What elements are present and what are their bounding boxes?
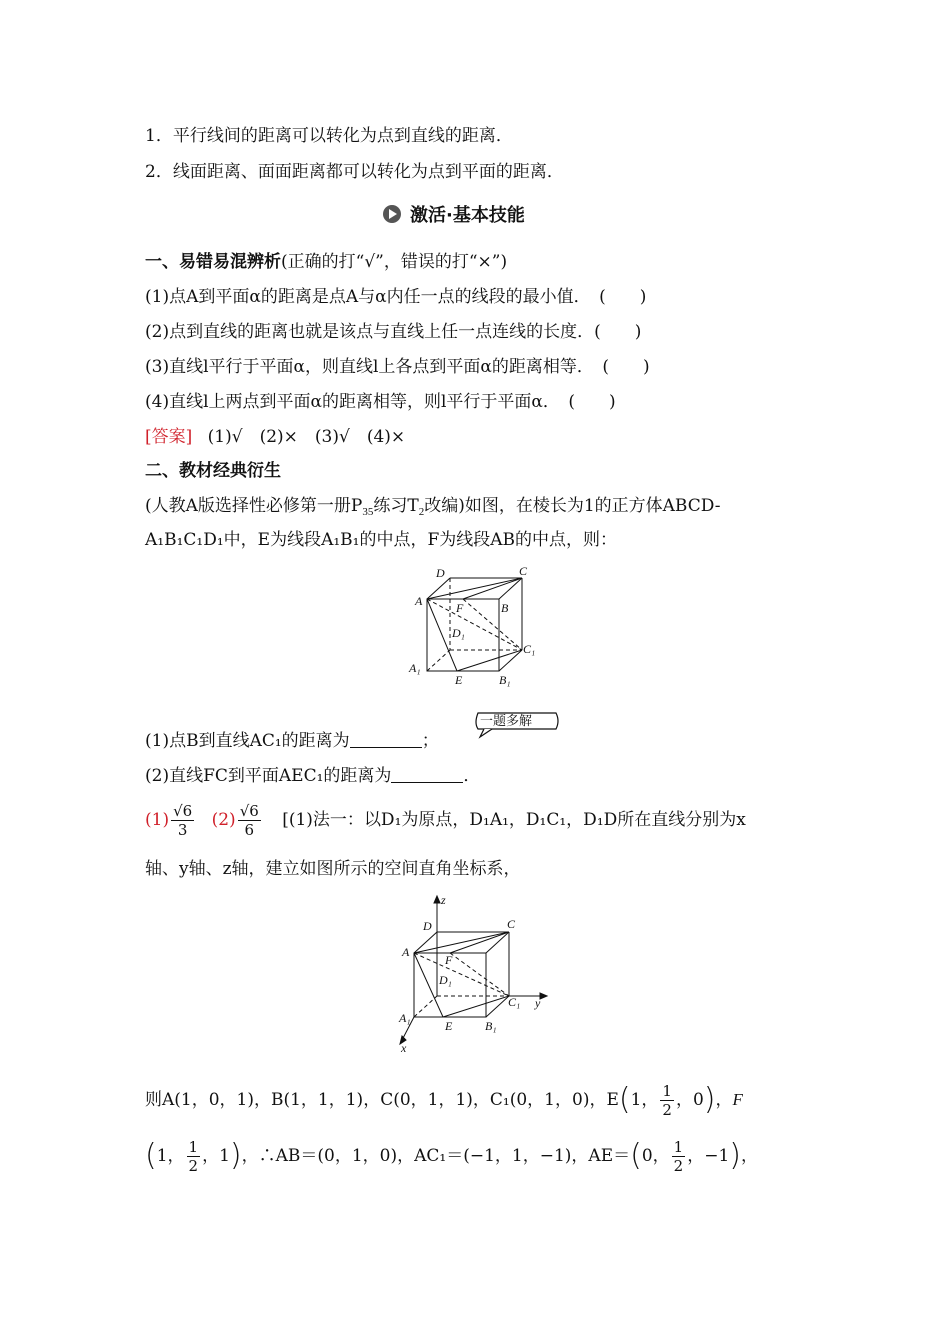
- section-title: 激活·基本技能: [410, 205, 525, 226]
- label-B1: B₁: [485, 1019, 497, 1033]
- label-D1: D₁: [439, 973, 452, 987]
- label-x: x: [401, 1041, 407, 1055]
- question-2: (2)点到直线的距离也就是该点与直线上任一点连线的长度．( ): [145, 322, 642, 342]
- problem-line-2: A₁B₁C₁D₁中，E为线段A₁B₁的中点，F为线段AB的中点，则：: [145, 530, 618, 550]
- label-F: F: [445, 953, 453, 967]
- label-y: y: [535, 996, 541, 1010]
- coords-line-2: (1， $\frac{1}{2}$ ，1)，∴AB＝(0，1，0)，AC₁＝(−1，1，−1)，AE＝(0， $\frac{1}{2}$ ，−1)，: [145, 1138, 758, 1175]
- label-A: A: [415, 594, 423, 608]
- point-1: 1．平行线间的距离可以转化为点到直线的距离．: [145, 126, 513, 146]
- sub-question-1: (1)点B到直线AC₁的距离为 ；: [145, 731, 439, 751]
- question-3: (3)直线l平行于平面α，则直线l上各点到平面α的距离相等． ( ): [145, 357, 650, 377]
- question-4: (4)直线l上两点到平面α的距离相等，则l平行于平面α． ( ): [145, 392, 616, 412]
- cube-figure-1: [395, 562, 545, 692]
- answer-line: [145, 425, 405, 449]
- cube-figure-2: [385, 892, 555, 1057]
- label-C: C: [507, 917, 516, 931]
- part1-instruction: (正确的打“√”，错误的打“×”): [281, 252, 508, 272]
- label-E: E: [455, 673, 463, 687]
- label-z: z: [441, 893, 446, 907]
- answer-fractions: (1) $\frac{√6}{3}$ (2) $\frac{√6}{6}$ [(1)法一：以D₁为原点，D₁A₁，D₁C₁，D₁D所在直线分别为x: [145, 802, 746, 839]
- part2-heading: 二、教材经典衍生: [145, 461, 281, 481]
- label-E: E: [445, 1019, 453, 1033]
- source-line: (人教A版选择性必修第一册$P_{35}$练习$T_2$改编)如图，在棱长为1的正方体ABCD-: [145, 496, 721, 518]
- sub-question-2: (2)直线FC到平面AEC₁的距离为 ．: [145, 766, 481, 786]
- label-A: A: [402, 945, 410, 959]
- badge-text: 一题多解: [480, 714, 533, 729]
- label-A1: A₁: [409, 661, 421, 675]
- point-2: 2．线面距离、面面距离都可以转化为点到平面的距离．: [145, 162, 564, 182]
- label-A1: A₁: [399, 1011, 411, 1025]
- solution-line-2: 轴、y轴、z轴，建立如图所示的空间直角坐标系，: [145, 859, 521, 879]
- answer-label: [答案]: [145, 427, 193, 447]
- label-D1: D₁: [452, 626, 465, 640]
- label-F: F: [456, 601, 464, 615]
- section-title-block: [380, 201, 525, 227]
- question-1: (1)点A到平面α的距离是点A与α内任一点的线段的最小值． ( ): [145, 287, 647, 307]
- label-D: D: [423, 919, 432, 933]
- part1-heading: 一、易错易混辨析: [145, 252, 281, 272]
- label-C1: C₁: [523, 642, 536, 656]
- part1-heading-line: [145, 250, 507, 274]
- label-B: B: [501, 601, 509, 615]
- label-D: D: [436, 566, 445, 580]
- answer-text: (1)√ (2)× (3)√ (4)×: [207, 427, 406, 447]
- play-icon: [380, 203, 406, 225]
- label-C1: C₁: [508, 995, 521, 1009]
- coords-line-1: 则A(1，0，1)，B(1，1，1)，C(0，1，1)，C₁(0，1，0)，E(1， $\frac{1}{2}$ ，0)，F: [145, 1082, 743, 1119]
- label-B1: B₁: [499, 673, 511, 687]
- label-C: C: [519, 564, 528, 578]
